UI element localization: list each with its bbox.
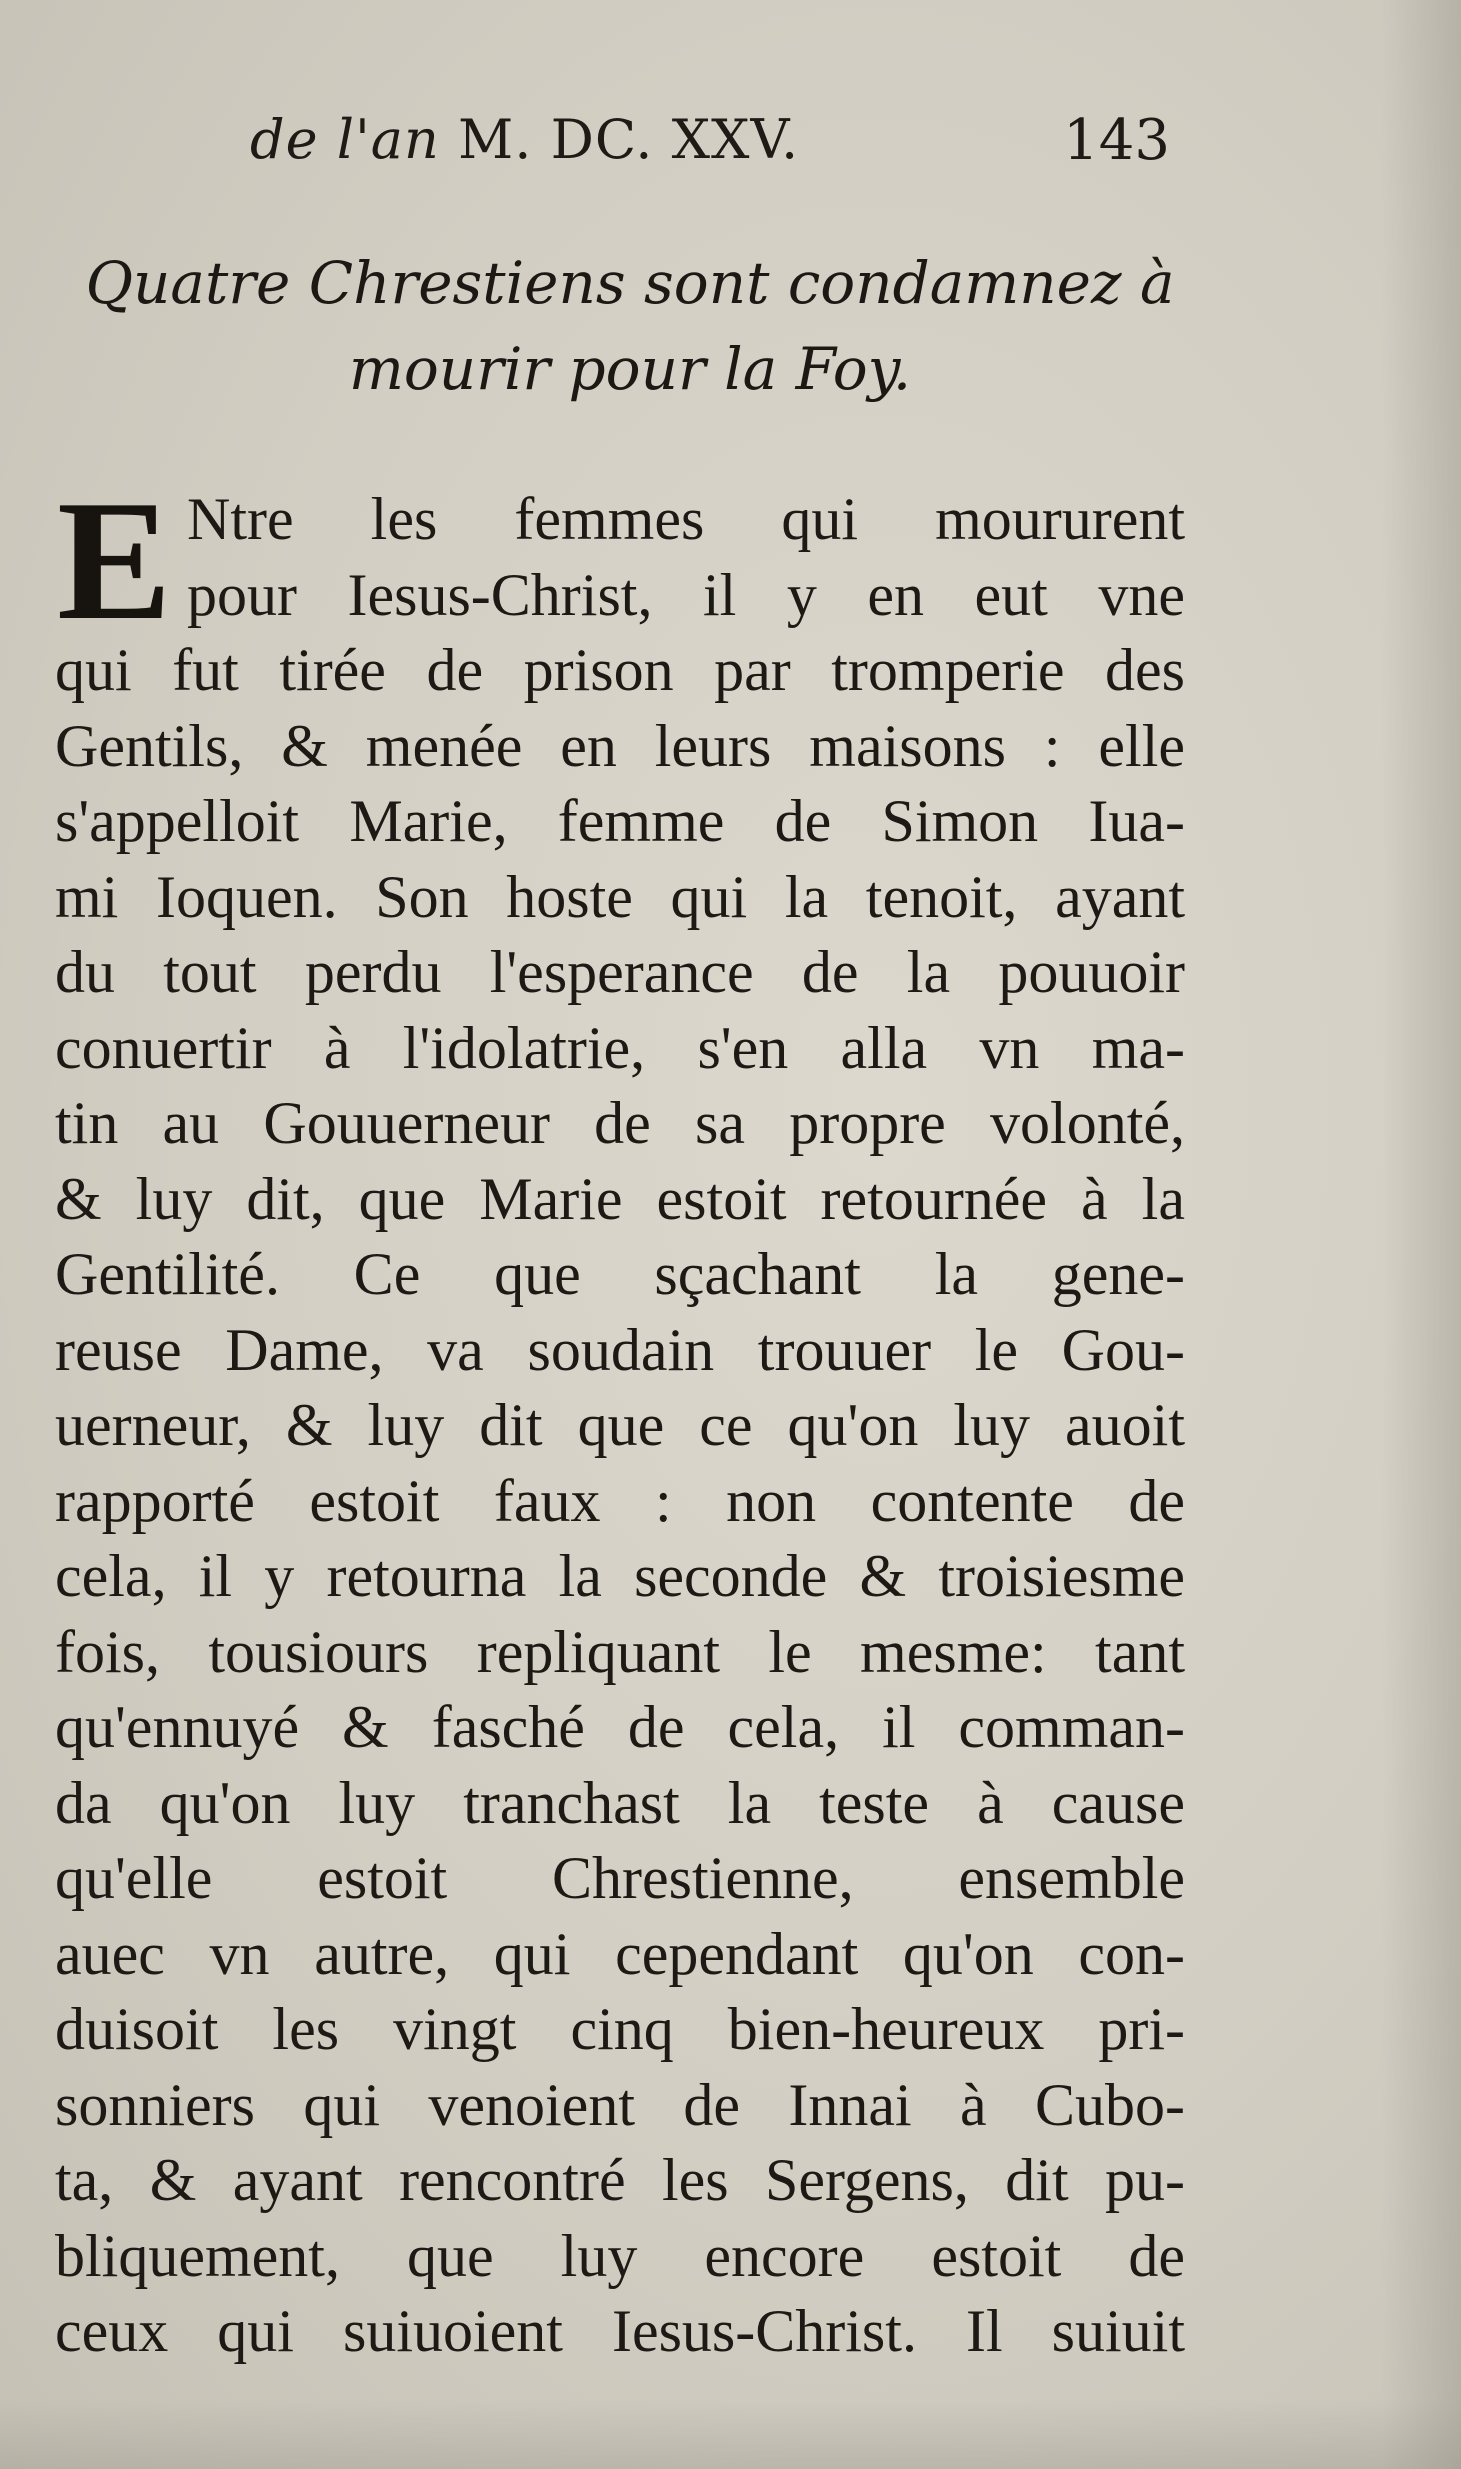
text-line: s'appelloit Marie, femme de Simon Iua-	[55, 788, 1185, 854]
text-line: duisoit les vingt cinq bien-heureux pri-	[55, 1996, 1185, 2062]
text-line: sonniers qui venoient de Innai à Cubo-	[55, 2071, 1185, 2138]
drop-cap-letter: E	[57, 466, 172, 656]
text-line: reuse Dame, va soudain trouuer le Gou-	[55, 1316, 1185, 1383]
running-title	[250, 108, 799, 171]
text-line: conuertir à l'idolatrie, s'en alla vn ma-	[55, 1014, 1185, 1081]
chapter-heading	[60, 240, 1200, 412]
body-text	[55, 466, 1185, 2370]
heading-line-1: Quatre Chrestiens sont condamnez à	[85, 249, 1175, 317]
text-line: ta, & ayant rencontré les Sergens, dit pu-	[55, 2147, 1185, 2213]
heading-line-2: mourir pour la Foy.	[348, 335, 912, 403]
text-line: qu'elle estoit Chrestienne, ensemble	[55, 1845, 1185, 1911]
text-line: Gentils, & menée en leurs maisons : elle	[55, 712, 1185, 779]
text-line: uerneur, & luy dit que ce qu'on luy auoit	[55, 1392, 1185, 1458]
text-line: tin au Gouuerneur de sa propre volonté,	[55, 1090, 1185, 1156]
text-line: du tout perdu l'esperance de la pouuoir	[55, 939, 1185, 1005]
text-line: fois, tousiours repliquant le mesme: tant	[55, 1618, 1185, 1685]
text-line: mi Ioquen. Son hoste qui la tenoit, ayant	[55, 863, 1185, 930]
text-line: ceux qui suiuoient Iesus-Christ. Il suiuit	[55, 2298, 1185, 2364]
running-title-italic: de l'an	[250, 108, 440, 171]
text-line: pour Iesus-Christ, il y en eut vne	[187, 561, 1185, 628]
running-head	[250, 108, 1170, 188]
text-line: rapporté estoit faux : non contente de	[55, 1467, 1185, 1534]
page-bottom-shadow	[0, 2399, 1461, 2469]
text-line: da qu'on luy tranchast la teste à cause	[55, 1769, 1185, 1836]
text-line: qui fut tirée de prison par tromperie des	[55, 637, 1185, 703]
text-line: cela, il y retourna la seconde & troisiesme	[55, 1543, 1185, 1609]
text-line: bliquement, que luy encore estoit de	[55, 2222, 1185, 2289]
running-title-year: M. DC. XXV.	[457, 108, 800, 171]
text-line: Gentilité. Ce que sçachant la gene-	[55, 1241, 1185, 1307]
page-edge-shadow	[1381, 0, 1461, 2469]
text-line: & luy dit, que Marie estoit retournée à la	[55, 1165, 1185, 1232]
text-line: auec vn autre, qui cependant qu'on con-	[55, 1920, 1185, 1987]
text-line: Ntre les femmes qui moururent	[187, 486, 1185, 552]
text-line: qu'ennuyé & fasché de cela, il comman-	[55, 1694, 1185, 1760]
page-number: 143	[1063, 108, 1170, 173]
